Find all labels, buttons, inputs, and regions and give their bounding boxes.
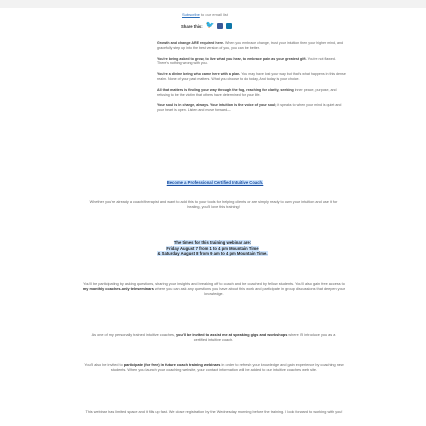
subscribe-text: to our email list — [200, 12, 228, 17]
share-label: Share this: — [181, 23, 203, 29]
subscribe-link[interactable]: Subscribe — [182, 12, 200, 17]
paragraph-participating: You'll be participating by asking questions, sharing your insights and breaking off to coach and be coached by fellow students. You'll also gain free access to my monthly coaches-only teleseminars where you can ask any questions you have about this work and participate in group discussions that deepen your knowledge. — [82, 282, 346, 296]
paragraph-assist: As one of my personally trained intuitive coaches, you'll be invited to assist me at speaking gigs and workshops where I'll introduce you as a certified intuitive coach. — [91, 333, 336, 342]
times-line-1: Friday August 7 from 1 to 4 pm Mountain Time — [166, 245, 259, 251]
paragraph-whether: Whether you're already a coach/therapist and want to add this to your tools for helping clients or are simply ready to own your intuition and use it for healing, you'll love this training! — [89, 200, 338, 209]
paragraph-limited: This webinar has limited space and it fills up fast. We close registration by the Wednesday morning before the training. I look forward to working with you! — [85, 410, 343, 414]
times-heading: The times for this training webinar are: — [173, 240, 252, 245]
intro-column — [157, 41, 347, 119]
intro-paragraph: All that matters is finding your way through the fog, reaching for clarity, seeking inner peace, purpose, and refusing to be the victim that others have determined for your life. — [157, 87, 337, 97]
linkedin-icon[interactable] — [226, 23, 232, 29]
subscribe-line — [182, 12, 228, 17]
teleseminar-highlight: my monthly coaches-only teleseminars — [82, 287, 154, 291]
facebook-icon[interactable] — [217, 23, 223, 29]
share-bar — [181, 23, 232, 29]
assist-highlight: you'll be invited to assist me at speaking gigs and workshops — [175, 333, 288, 337]
times-line-2: & Saturday August 8 from 9 am to 4 pm Mountain Time. — [157, 251, 268, 257]
top-bar — [0, 0, 426, 8]
cta-line — [80, 180, 350, 186]
twitter-icon[interactable]: 🐦 — [205, 22, 215, 29]
paragraph-invited: You'll also be invited to participate (for free) in future coach training webinars in order to refresh your knowledge and gain experience by coaching new students. When you launch your coaching website, your contact information will be added to our intuitive coaches web site. — [84, 363, 344, 372]
intro-paragraph: You're a divine being who came here with a plan. You may have lost your way but that's what happens in this dense realm. None of your past matters. What you choose to do today, And today is your choice. — [157, 72, 346, 81]
intro-paragraph: You're being asked to grow, to live what you hear, to embrace pain as your greatest gift. You're not flawed. There's nothing wrong with you. — [157, 56, 336, 66]
intro-paragraph: Growth and change ARE required here. When you embrace change, trust your intuition then your higher mind, and gracefully step up into the best version of you, you can be better. — [157, 41, 344, 50]
intro-paragraph: Your soul is in charge, always. Your intuition is the voice of your soul; it speaks to when your mind is quiet and your heart is open. Listen and move forward— — [157, 103, 342, 113]
webinar-highlight: participate (for free) in future coach training webinars — [122, 363, 221, 367]
cta-link[interactable]: Become a Professional Certified Intuitive Coach. — [166, 180, 264, 185]
training-times — [120, 240, 305, 257]
